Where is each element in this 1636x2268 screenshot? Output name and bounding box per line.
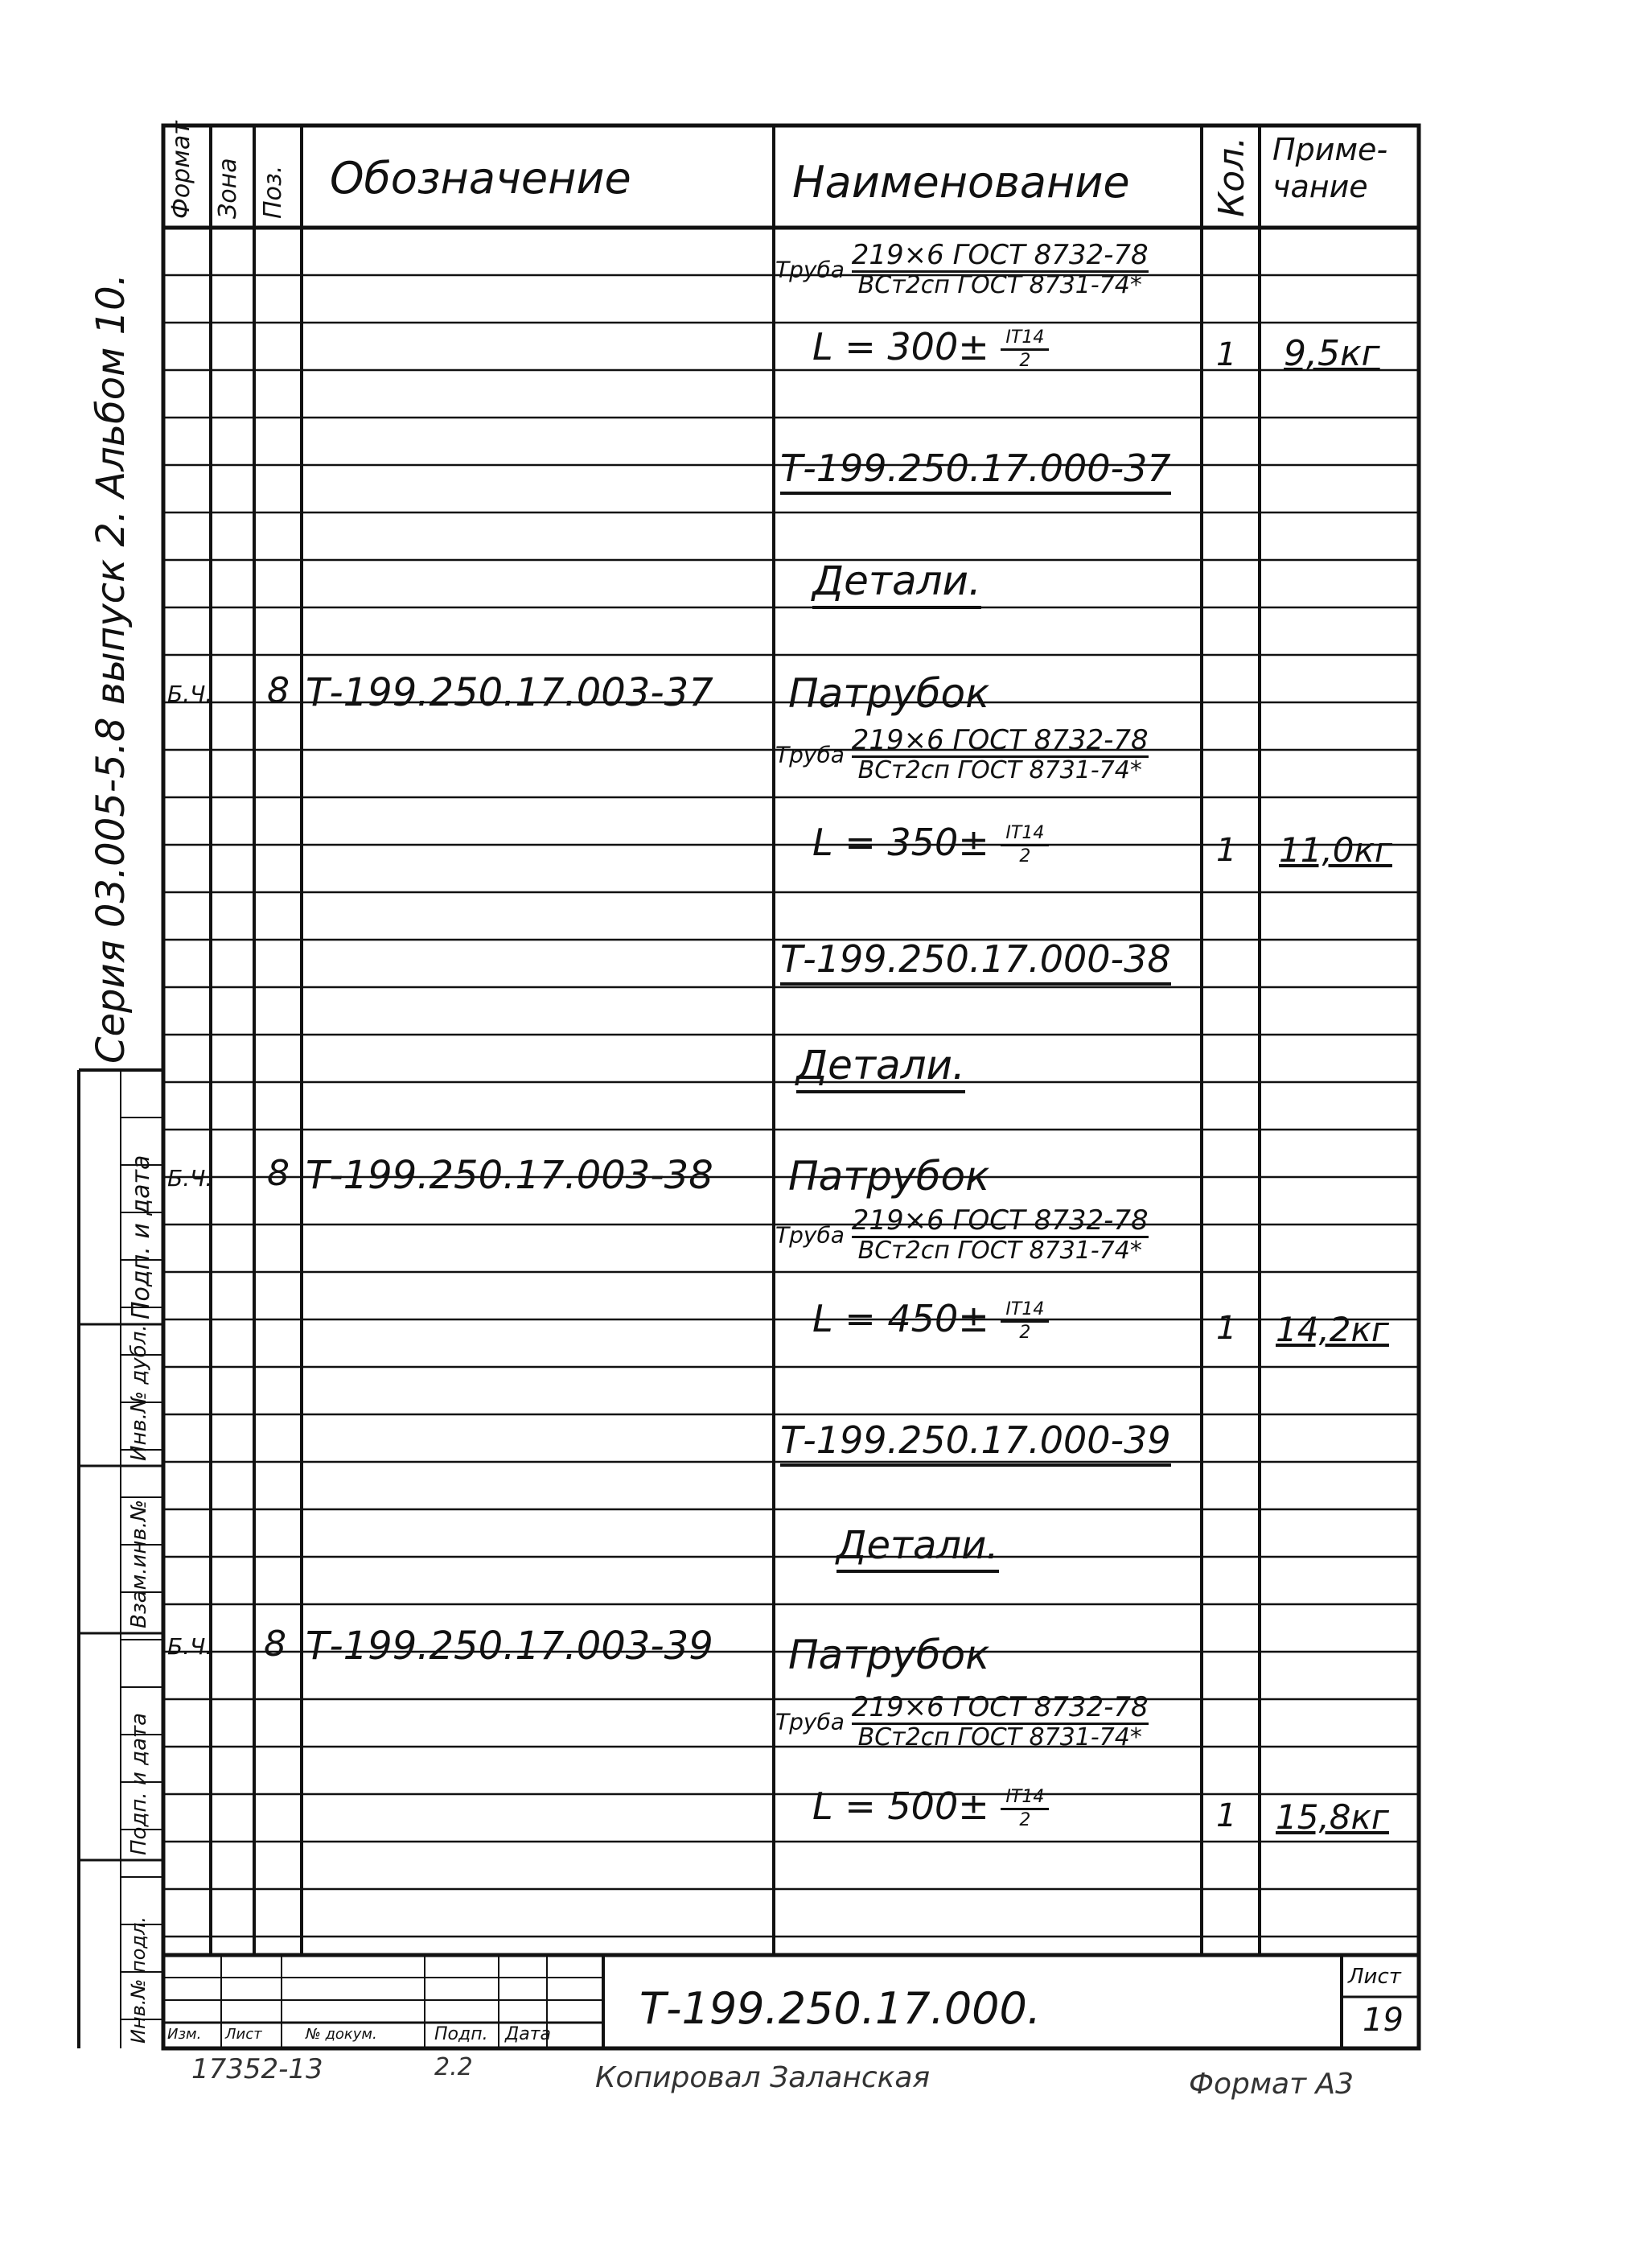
length-value: L = 300± bbox=[812, 325, 989, 368]
mass-39: 15,8кг bbox=[1276, 1797, 1389, 1837]
footer-inv: 17352-13 bbox=[191, 2053, 323, 2085]
stamp-doc: № докум. bbox=[306, 2026, 377, 2043]
header-qty: Кол. bbox=[1211, 136, 1252, 217]
pipe-top: 219×6 ГОСТ 8732-78 bbox=[851, 1204, 1149, 1237]
mass-38: 14,2кг bbox=[1276, 1310, 1389, 1349]
pipe-label: Труба bbox=[775, 741, 845, 768]
side-inv-dubl: Инв.№ дубл. bbox=[127, 1324, 151, 1461]
pipe-top: 219×6 ГОСТ 8732-78 bbox=[851, 1691, 1149, 1723]
pos-39: 8 bbox=[264, 1624, 286, 1665]
side-sig-date-1: Подп. и дата bbox=[127, 1155, 155, 1319]
mass-0: 9,5кг bbox=[1284, 333, 1380, 374]
stamp-code: Т-199.250.17.000. bbox=[639, 1983, 1042, 2034]
pipe-spec-38 bbox=[775, 1204, 1149, 1265]
pipe-bottom: ВСт2сп ГОСТ 8731-74* bbox=[857, 270, 1142, 299]
pipe-label: Труба bbox=[775, 1708, 845, 1735]
stamp-date: Дата bbox=[505, 2024, 551, 2044]
pos-37: 8 bbox=[267, 670, 290, 711]
header-format: Формат bbox=[167, 121, 195, 219]
header-pos: Поз. bbox=[259, 165, 287, 219]
tol-num: IT14 bbox=[1001, 825, 1049, 846]
qty-37: 1 bbox=[1216, 832, 1237, 869]
format-38: Б.Ч. bbox=[167, 1165, 213, 1192]
pipe-spec-39 bbox=[775, 1691, 1149, 1751]
designation-39: Т-199.250.17.003-39 bbox=[306, 1624, 713, 1669]
mass-37: 11,0кг bbox=[1279, 830, 1392, 870]
header-note-line1: Приме- bbox=[1272, 132, 1388, 167]
pipe-spec-37 bbox=[775, 724, 1149, 784]
stamp-sign: Подп. bbox=[434, 2024, 488, 2044]
header-zone: Зона bbox=[214, 158, 242, 219]
stamp-sheet-no: 19 bbox=[1363, 2002, 1404, 2039]
tol-den: 2 bbox=[1019, 1810, 1031, 1830]
header-note bbox=[1272, 132, 1387, 205]
pos-38: 8 bbox=[267, 1153, 290, 1194]
tol-num: IT14 bbox=[1001, 1788, 1049, 1810]
pipe-bottom: ВСт2сп ГОСТ 8731-74* bbox=[857, 755, 1142, 784]
tol-den: 2 bbox=[1019, 1323, 1031, 1343]
qty-0: 1 bbox=[1216, 336, 1237, 373]
designation-38: Т-199.250.17.003-38 bbox=[306, 1153, 713, 1198]
details-37: Детали. bbox=[812, 558, 981, 609]
tol-num: IT14 bbox=[1001, 329, 1049, 351]
side-vzam-inv: Взам.инв.№ bbox=[127, 1500, 151, 1628]
stamp-list: Лист bbox=[225, 2026, 262, 2043]
length-value: L = 450± bbox=[812, 1297, 989, 1340]
length-39 bbox=[812, 1784, 1049, 1830]
pipe-top: 219×6 ГОСТ 8732-78 bbox=[851, 724, 1149, 756]
tol-den: 2 bbox=[1019, 846, 1031, 866]
pipe-label: Труба bbox=[775, 256, 845, 283]
tol-den: 2 bbox=[1019, 351, 1031, 371]
tol-num: IT14 bbox=[1001, 1301, 1049, 1323]
footer-mark: 2.2 bbox=[434, 2053, 473, 2081]
part-39: Патрубок bbox=[788, 1632, 990, 1678]
length-value: L = 500± bbox=[812, 1784, 989, 1828]
header-designation: Обозначение bbox=[330, 153, 631, 204]
side-sig-date-2: Подп. и дата bbox=[127, 1712, 151, 1855]
pipe-spec-0 bbox=[775, 241, 1149, 298]
details-39: Детали. bbox=[836, 1523, 999, 1573]
side-inv-podl: Инв.№ подл. bbox=[127, 1916, 150, 2044]
length-37 bbox=[812, 821, 1049, 866]
part-38: Патрубок bbox=[788, 1153, 990, 1200]
series-label: Серия 03.005-5.8 выпуск 2. Альбом 10. bbox=[88, 274, 134, 1064]
header-name: Наименование bbox=[792, 157, 1130, 208]
assembly-38: Т-199.250.17.000-38 bbox=[780, 937, 1171, 986]
length-value: L = 350± bbox=[812, 821, 989, 864]
part-37: Патрубок bbox=[788, 670, 990, 717]
length-38 bbox=[812, 1297, 1049, 1342]
footer-copied: Копировал Заланская bbox=[595, 2061, 931, 2094]
format-37: Б.Ч. bbox=[167, 681, 213, 707]
assembly-39: Т-199.250.17.000-39 bbox=[780, 1418, 1171, 1467]
details-38: Детали. bbox=[796, 1042, 965, 1093]
header-note-line2: чание bbox=[1272, 168, 1368, 204]
pipe-bottom: ВСт2сп ГОСТ 8731-74* bbox=[857, 1236, 1142, 1265]
format-39: Б.Ч. bbox=[167, 1633, 213, 1660]
stamp-izm: Изм. bbox=[167, 2026, 202, 2043]
qty-39: 1 bbox=[1216, 1797, 1237, 1834]
assembly-37: Т-199.250.17.000-37 bbox=[780, 447, 1171, 495]
footer-format: Формат А3 bbox=[1189, 2068, 1354, 2101]
pipe-top: 219×6 ГОСТ 8732-78 bbox=[851, 239, 1149, 271]
pipe-label: Труба bbox=[775, 1221, 845, 1249]
length-0 bbox=[812, 325, 1049, 370]
designation-37: Т-199.250.17.003-37 bbox=[306, 670, 713, 715]
stamp-sheet-label: Лист bbox=[1348, 1965, 1401, 1989]
qty-38: 1 bbox=[1216, 1310, 1237, 1347]
pipe-bottom: ВСт2сп ГОСТ 8731-74* bbox=[857, 1723, 1142, 1751]
